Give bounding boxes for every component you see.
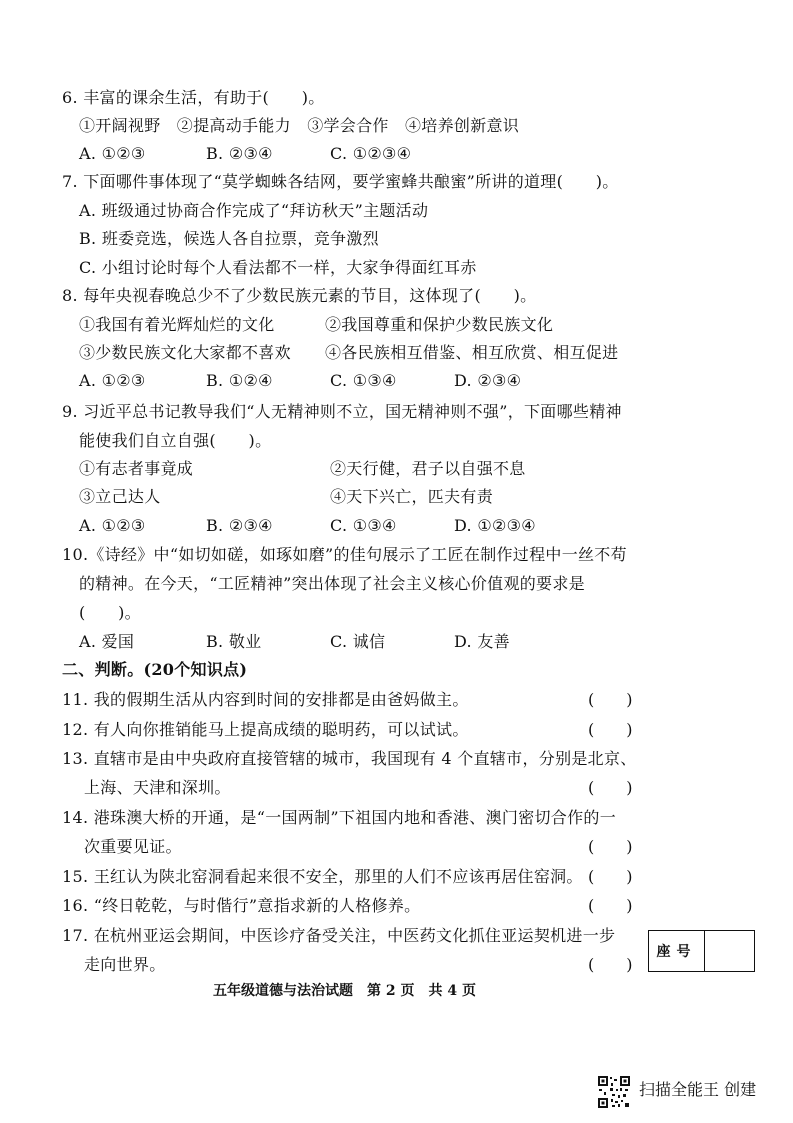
answer-blank-q13[interactable]: ( ): [588, 778, 633, 797]
q7-option-c: C. 小组讨论时每个人看法都不一样，大家争得面红耳赤: [79, 258, 477, 277]
q10-option-a: A. 爱国: [79, 632, 135, 651]
judge-q14-line2: 次重要见证。: [84, 837, 182, 856]
q8-option-a: A. ①②③: [79, 371, 146, 390]
q9-option-a: A. ①②③: [79, 516, 146, 535]
q6-option-c: C. ①②③④: [330, 144, 412, 163]
q6-stem: 6. 丰富的课余生活，有助于( )。: [62, 88, 325, 107]
judge-q16: 16. “终日乾乾，与时偕行”意指求新的人格修养。: [62, 896, 421, 915]
q6-items: ①开阔视野 ②提高动手能力 ③学会合作 ④培养创新意识: [79, 116, 520, 135]
judge-q15: 15. 王红认为陕北窑洞看起来很不安全，那里的人们不应该再居住窑洞。: [62, 867, 583, 886]
q8-stem: 8. 每年央视春晚总少不了少数民族元素的节目，这体现了( )。: [62, 286, 537, 305]
answer-blank-q15[interactable]: ( ): [588, 867, 633, 886]
q10-option-c: C. 诚信: [330, 632, 386, 651]
q9-item-1: ①有志者事竟成: [79, 459, 194, 478]
q9-item-4: ④天下兴亡，匹夫有责: [330, 487, 494, 506]
q9-option-c: C. ①③④: [330, 516, 397, 535]
q10-option-b: B. 敬业: [206, 632, 262, 651]
seat-number-label: 座号: [649, 931, 705, 971]
answer-blank-q12[interactable]: ( ): [588, 720, 633, 739]
q9-option-d: D. ①②③④: [454, 516, 536, 535]
judge-q11: 11. 我的假期生活从内容到时间的安排都是由爸妈做主。: [62, 690, 469, 709]
q8-option-c: C. ①③④: [330, 371, 397, 390]
judge-q12: 12. 有人向你推销能马上提高成绩的聪明药，可以试试。: [62, 720, 469, 739]
judge-q17-line1: 17. 在杭州亚运会期间，中医诊疗备受关注，中医药文化抓住亚运契机进一步: [62, 926, 616, 945]
q8-item-2: ②我国尊重和保护少数民族文化: [325, 315, 554, 334]
q10-stem-line3: ( )。: [79, 603, 141, 622]
judge-q13-line1: 13. 直辖市是由中央政府直接管辖的城市，我国现有 4 个直辖市，分别是北京、: [62, 749, 637, 768]
q9-stem-line1: 9. 习近平总书记教导我们“人无精神则不立，国无精神则不强”，下面哪些精神: [62, 402, 622, 421]
page-footer: 五年级道德与法治试题 第 2 页 共 4 页: [213, 983, 476, 999]
answer-blank-q11[interactable]: ( ): [588, 690, 633, 709]
judge-q17-line2: 走向世界。: [84, 955, 166, 974]
answer-blank-q14[interactable]: ( ): [588, 837, 633, 856]
seat-number-box: [648, 930, 755, 972]
scanner-watermark: 扫描全能王 创建: [639, 1080, 757, 1099]
answer-blank-q17[interactable]: ( ): [588, 955, 633, 974]
q8-item-3: ③少数民族文化大家都不喜欢: [79, 343, 291, 362]
q6-option-a: A. ①②③: [79, 144, 146, 163]
q8-option-d: D. ②③④: [454, 371, 522, 390]
answer-blank-q16[interactable]: ( ): [588, 896, 633, 915]
q6-option-b: B. ②③④: [206, 144, 273, 163]
q9-option-b: B. ②③④: [206, 516, 273, 535]
q7-option-b: B. 班委竞选，候选人各自拉票，竞争激烈: [79, 229, 379, 248]
q10-stem-line2: 的精神。在今天，“工匠精神”突出体现了社会主义核心价值观的要求是: [79, 574, 585, 593]
q8-item-1: ①我国有着光辉灿烂的文化: [79, 315, 275, 334]
q10-stem-line1: 10.《诗经》中“如切如磋，如琢如磨”的佳句展示了工匠在制作过程中一丝不苟: [62, 545, 627, 564]
q7-option-a: A. 班级通过协商合作完成了“拜访秋天”主题活动: [79, 201, 429, 220]
q10-option-d: D. 友善: [454, 632, 510, 651]
seat-number-field[interactable]: [705, 931, 754, 971]
q9-stem-line2: 能使我们自立自强( )。: [79, 431, 272, 450]
q7-stem: 7. 下面哪件事体现了“莫学蜘蛛各结网，要学蜜蜂共酿蜜”所讲的道理( )。: [62, 172, 619, 191]
judge-q14-line1: 14. 港珠澳大桥的开通，是“一国两制”下祖国内地和香港、澳门密切合作的一: [62, 808, 616, 827]
q8-option-b: B. ①②④: [206, 371, 273, 390]
q9-item-3: ③立己达人: [79, 487, 161, 506]
q8-item-4: ④各民族相互借鉴、相互欣赏、相互促进: [325, 343, 619, 362]
q9-item-2: ②天行健，君子以自强不息: [330, 459, 526, 478]
judge-q13-line2: 上海、天津和深圳。: [84, 778, 231, 797]
section-heading: 二、判断。(20个知识点): [62, 660, 248, 679]
qr-code-icon: [597, 1075, 631, 1109]
